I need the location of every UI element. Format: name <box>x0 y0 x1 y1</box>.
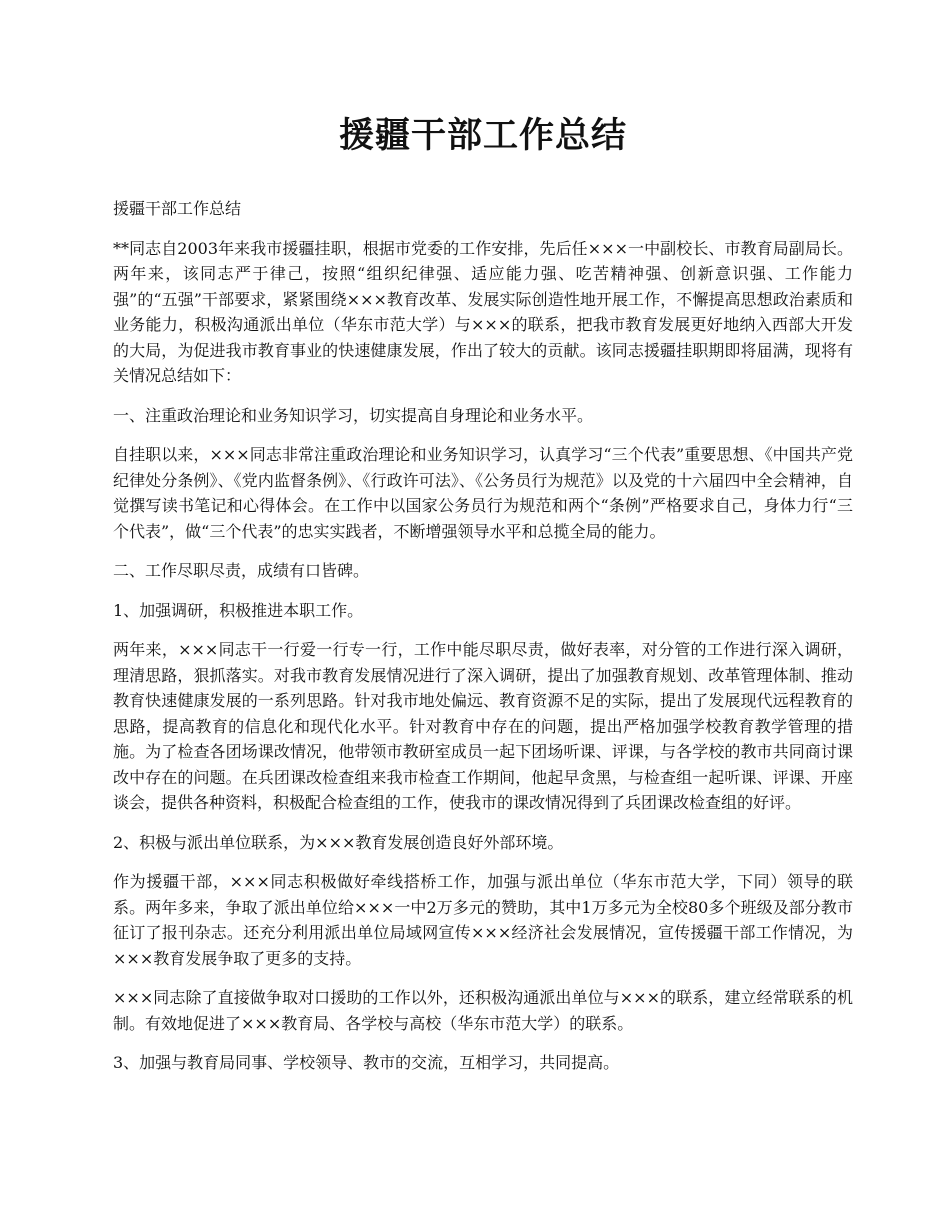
subsection-heading-1: 1、加强调研，积极推进本职工作。 <box>113 600 364 620</box>
subsection-2-paragraph-b: ×××同志除了直接做争取对口援助的工作以外，还积极沟通派出单位与×××的联系，建立经常联系的机制。有效地促进了×××教育局、各学校与高校（华东市范大学）的联系。 <box>113 988 853 1033</box>
subsection-1-paragraph: 两年来，×××同志干一行爱一行专一行，工作中能尽职尽责，做好表率，对分管的工作进行深入调研，理清思路，狠抓落实。对我市教育发展情况进行了深入调研，提出了加强教育规划、改革管理体制、推动教育快速健康发展的一系列思路。针对我市地处偏远、教育资源不足的实际，提出了发展现代远程教育的思路，提高教育的信息化和现代化水平。针对教育中存在的问题，提出严格加强学校教育教学管理的措施。为了检查各团场课改情况，他带领市教研室成员一起下团场听课、评课，与各学校的教市共同商讨课改中存在的问题。在兵团课改检查组来我市检查工作期间，他起早贪黑，与检查组一起听课、评课、开座谈会，提供各种资料，积极配合检查组的工作，使我市的课改情况得到了兵团课改检查组的好评。 <box>113 640 853 812</box>
section-heading-1: 一、注重政治理论和业务知识学习，切实提高自身理论和业务水平。 <box>113 405 594 425</box>
document-title: 援疆干部工作总结 <box>338 115 627 156</box>
section-heading-2: 二、工作尽职尽责，成绩有口皆碑。 <box>113 561 370 580</box>
subsection-heading-2: 2、积极与派出单位联系，为×××教育发展创造良好外部环境。 <box>113 832 564 852</box>
document-body <box>113 112 853 1090</box>
intro-paragraph: **同志自2003年来我市援疆挂职，根据市党委的工作安排，先后任×××一中副校长、市教育局副局长。两年来，该同志严于律己，按照“组织纪律强、适应能力强、吃苦精神强、创新意识强、工作能力强”的“五强”干部要求，紧紧围绕×××教育改革、发展实际创造性地开展工作，不懈提高思想政治素质和业务能力，积极沟通派出单位（华东市范大学）与×××的联系，把我市教育发展更好地纳入西部大开发的大局，为促进我市教育事业的快速健康发展，作出了较大的贡献。该同志援疆挂职期即将届满，现将有关情况总结如下： <box>113 238 853 385</box>
subtitle-paragraph: 援疆干部工作总结 <box>113 199 242 218</box>
section-1-paragraph: 自挂职以来，×××同志非常注重政治理论和业务知识学习，认真学习“三个代表”重要思想、《中国共产党纪律处分条例》、《党内监督条例》、《行政许可法》、《公务员行为规范》以及党的十六届四中全会精神，自觉撰写读书笔记和心得体会。在工作中以国家公务员行为规范和两个“条例”严格要求自己，身体力行“三个代表”，做“三个代表”的忠实实践者，不断增强领导水平和总揽全局的能力。 <box>113 445 853 541</box>
subsection-2-paragraph-a: 作为援疆干部，×××同志积极做好牵线搭桥工作，加强与派出单位（华东市范大学，下同）领导的联系。两年多来，争取了派出单位给×××一中2万多元的赞助，其中1万多元为全校80多个班级及部分教市征订了报刊杂志。还充分利用派出单位局域网宣传×××经济社会发展情况，宣传援疆干部工作情况，为×××教育发展争取了更多的支持。 <box>113 872 853 968</box>
subsection-heading-3: 3、加强与教育局同事、学校领导、教市的交流，互相学习，共同提高。 <box>113 1053 620 1072</box>
